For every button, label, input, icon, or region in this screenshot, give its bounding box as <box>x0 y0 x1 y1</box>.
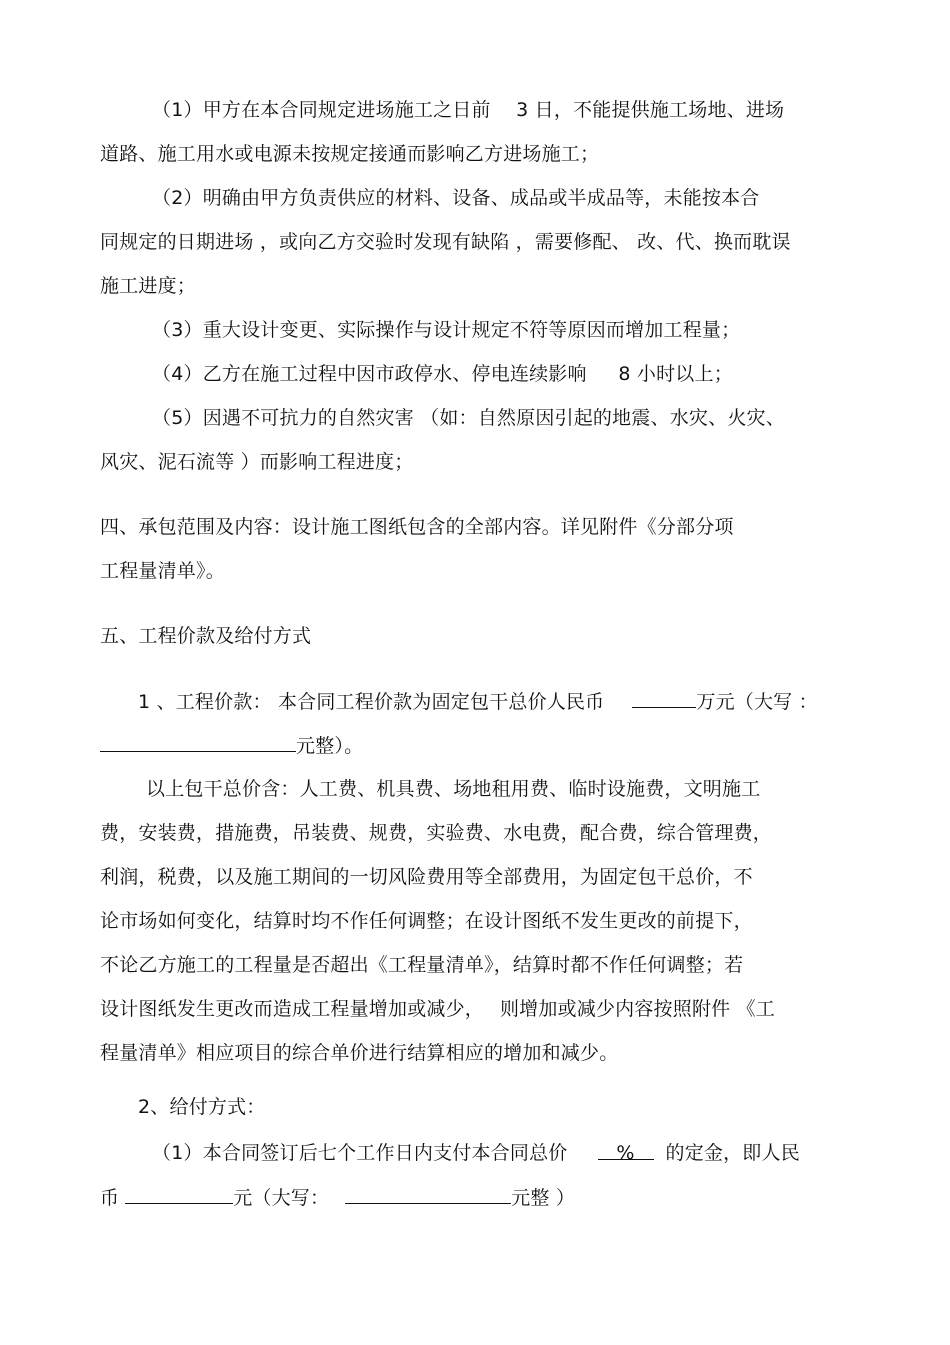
price-words-suffix: 元整）。 <box>296 735 364 757</box>
deposit-amount-blank <box>125 1185 233 1204</box>
clause-2-cont: 同规定的日期进场 ，或向乙方交验时发现有缺陷 ，需要修配、 改、代、换而耽误 <box>100 231 791 253</box>
currency-label: 币 <box>100 1187 120 1209</box>
price-unit: 万元（大写 ： <box>696 691 818 713</box>
price-words-blank <box>100 733 296 752</box>
deposit-percent-blank: % <box>598 1141 654 1160</box>
inclusion-para-4: 论市场如何变化，结算时均不作任何调整；在设计图纸不发生更改的前提下， <box>100 910 753 932</box>
inclusion-para-6: 设计图纸发生更改而造成工程量增加或减少， 则增加或减少内容按照附件 《工 <box>100 998 775 1020</box>
clause-1: （1）甲方在本合同规定进场施工之日前 3 日，不能提供施工场地、进场 <box>152 99 785 121</box>
clause-5: （5）因遇不可抗力的自然灾害 （如：自然原因引起的地震、水灾、火灾、 <box>152 407 785 429</box>
inclusion-para: 以上包干总价含：人工费、机具费、场地租用费、临时设施费，文明施工 <box>146 778 761 800</box>
payment-heading: 2、给付方式： <box>138 1096 266 1118</box>
inclusion-para-3: 利润，税费，以及施工期间的一切风险费用等全部费用，为固定包干总价，不 <box>100 866 753 888</box>
clause-2: （2）明确由甲方负责供应的材料、设备、成品或半成品等，未能按本合 <box>152 187 760 209</box>
section-5-heading: 五、工程价款及给付方式 <box>100 625 312 647</box>
price-amount-blank <box>632 689 696 708</box>
section-4-cont: 工程量清单》。 <box>100 560 225 582</box>
inclusion-para-2: 费，安装费，措施费，吊装费、规费，实验费、水电费，配合费，综合管理费， <box>100 822 773 844</box>
price-line <box>138 689 818 714</box>
deposit-words-blank <box>345 1185 511 1204</box>
inclusion-para-7: 程量清单》相应项目的综合单价进行结算相应的增加和减少。 <box>100 1042 619 1064</box>
clause-4: （4）乙方在施工过程中因市政停水、停电连续影响 8 小时以上； <box>152 363 733 385</box>
clause-1-cont: 道路、施工用水或电源未按规定接通而影响乙方进场施工； <box>100 143 600 165</box>
section-4-heading: 四、承包范围及内容：设计施工图纸包含的全部内容。详见附件《分部分项 <box>100 516 734 538</box>
clause-2-cont2: 施工进度； <box>100 275 197 297</box>
clause-3: （3）重大设计变更、实际操作与设计规定不符等原因而增加工程量； <box>152 319 741 341</box>
payment-clause-1-cont <box>100 1185 575 1210</box>
deposit-text-2: 的定金，即人民 <box>665 1142 800 1164</box>
payment-clause-1 <box>152 1141 800 1165</box>
price-text: 1 、工程价款： 本合同工程价款为固定包干总价人民币 <box>138 691 605 713</box>
deposit-words-suffix: 元整 ） <box>511 1187 576 1209</box>
deposit-text: （1）本合同签订后七个工作日内支付本合同总价 <box>152 1142 568 1164</box>
clause-5-cont: 风灾、泥石流等 ）而影响工程进度； <box>100 451 414 473</box>
deposit-unit: 元（大写： <box>233 1187 330 1209</box>
inclusion-para-5: 不论乙方施工的工程量是否超出《工程量清单》，结算时都不作任何调整；若 <box>100 954 744 976</box>
price-line-2 <box>100 733 363 758</box>
